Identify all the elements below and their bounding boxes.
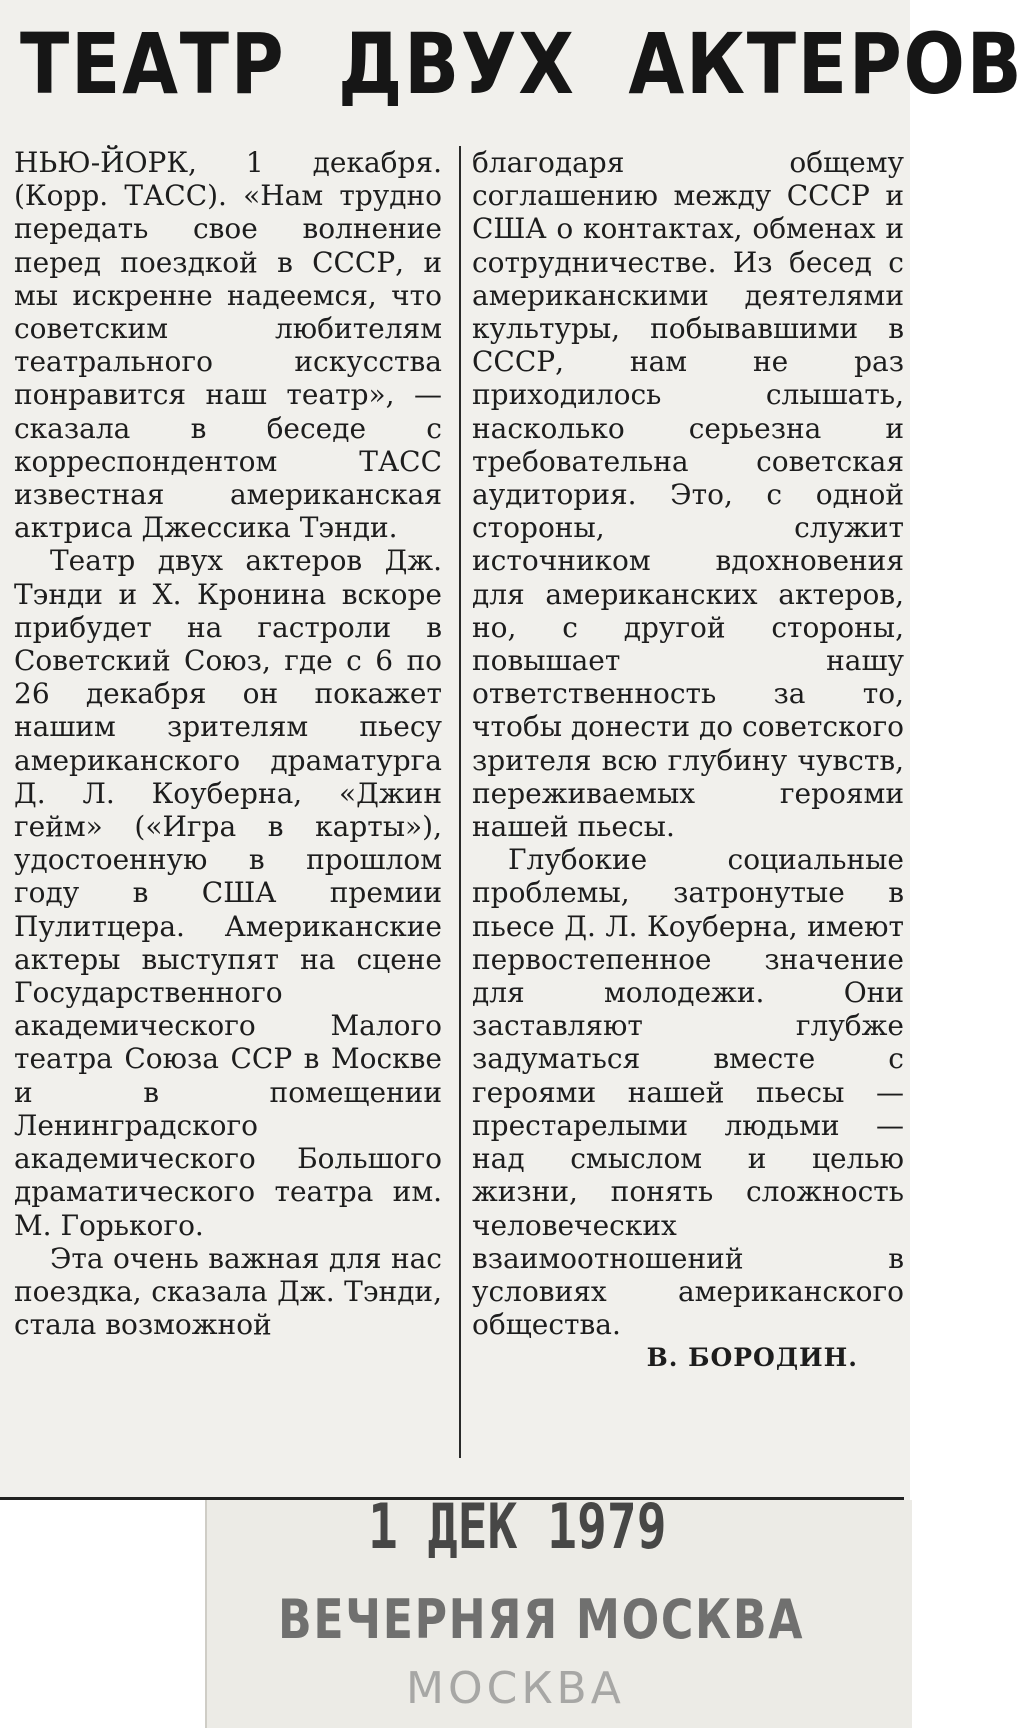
headline: ТЕАТР ДВУХ АКТЕРОВ xyxy=(20,15,1023,113)
newspaper-stamp: ВЕЧЕРНЯЯ МОСКВА xyxy=(278,1588,805,1651)
city-stamp: МОСКВА xyxy=(406,1663,625,1714)
author-signature: В. БОРОДИН. xyxy=(646,1343,858,1373)
paragraph: НЬЮ-ЙОРК, 1 декабря. (Корр. ТАСС). «Нам трудно передать свое волнение перед поездкой в СССР, и мы искренне надеемся, что советским любителям театрального искусства понравится наш театр», — сказала в беседе с корреспондентом ТАСС известная американская актриса Джессика Тэнди. xyxy=(14,146,442,545)
column-divider xyxy=(459,146,461,1458)
date-stamp: 1 ДЕК 1979 xyxy=(368,1490,667,1563)
paragraph: Глубокие социальные проблемы, затронутые в пьесе Д. Л. Коуберна, имеют первостепенное значение для молодежи. Они заставляют глубже задуматься вместе с героями нашей пьесы — престарелыми людьми — над смыслом и целью жизни, понять сложность человеческих взаимоотношений в условиях американского общества. xyxy=(472,843,904,1342)
right-column xyxy=(472,146,904,1375)
left-column xyxy=(14,146,442,1341)
paragraph: Эта очень важная для нас поездка, сказала Дж. Тэнди, стала возможной xyxy=(14,1241,442,1342)
paragraph: Театр двух актеров Дж. Тэнди и Х. Кронина вскоре прибудет на гастроли в Советский Союз, где с 6 по 26 декабря он покажет нашим зрителям пьесу американского драматурга Д. Л. Коуберна, «Джин гейм» («Игра в карты»), удостоенную в прошлом году в США премии Пулитцера. Американские актеры выступят на сцене Государственного академического Малого театра Союза ССР в Москве и в помещении Ленинградского академического Большого драматического театра им. М. Горького. xyxy=(14,544,442,1242)
paragraph: благодаря общему соглашению между СССР и США о контактах, обменах и сотрудничестве. Из бесед с американскими деятелями культуры, побывавшими в СССР, нам не раз приходилось слышать, насколько серьезна и требовательна советская аудитория. Это, с одной стороны, служит источником вдохновения для американских актеров, но, с другой стороны, повышает нашу ответственность за то, чтобы донести до советского зрителя всю глубину чувств, переживаемых героями нашей пьесы. xyxy=(472,146,904,844)
